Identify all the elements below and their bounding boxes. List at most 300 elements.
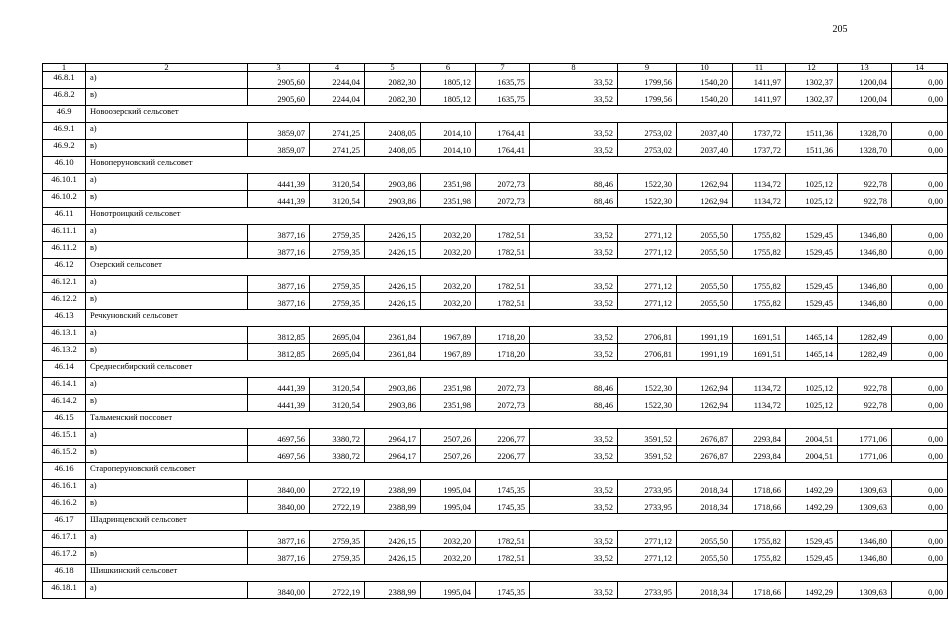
value-cell: 2361,84 bbox=[365, 344, 421, 361]
value-cell: 0,00 bbox=[892, 446, 948, 463]
row-code: 46.18.1 bbox=[43, 582, 86, 599]
value-cell: 0,00 bbox=[892, 429, 948, 446]
value-cell: 1134,72 bbox=[733, 191, 786, 208]
row-label: в) bbox=[86, 446, 248, 463]
value-cell: 3812,85 bbox=[248, 327, 310, 344]
value-cell: 2426,15 bbox=[365, 548, 421, 565]
section-code: 46.11 bbox=[43, 208, 86, 225]
section-code: 46.10 bbox=[43, 157, 86, 174]
value-cell: 1522,30 bbox=[618, 191, 677, 208]
value-cell: 33,52 bbox=[530, 480, 618, 497]
table-row bbox=[43, 276, 948, 293]
value-cell: 1134,72 bbox=[733, 378, 786, 395]
value-cell: 2771,12 bbox=[618, 225, 677, 242]
value-cell: 0,00 bbox=[892, 72, 948, 89]
value-cell: 2905,60 bbox=[248, 72, 310, 89]
value-cell: 1025,12 bbox=[786, 191, 838, 208]
value-cell: 1134,72 bbox=[733, 395, 786, 412]
value-cell: 1309,63 bbox=[838, 582, 892, 599]
value-cell: 1302,37 bbox=[786, 89, 838, 106]
value-cell: 1745,35 bbox=[476, 582, 530, 599]
value-cell: 2507,26 bbox=[421, 429, 476, 446]
table-row bbox=[43, 344, 948, 361]
table-row bbox=[43, 429, 948, 446]
value-cell: 2759,35 bbox=[310, 531, 365, 548]
value-cell: 1718,66 bbox=[733, 480, 786, 497]
value-cell: 3120,54 bbox=[310, 174, 365, 191]
value-cell: 2082,30 bbox=[365, 72, 421, 89]
value-cell: 1346,80 bbox=[838, 225, 892, 242]
value-cell: 0,00 bbox=[892, 123, 948, 140]
row-label: а) bbox=[86, 174, 248, 191]
row-code: 46.11.1 bbox=[43, 225, 86, 242]
value-cell: 2408,05 bbox=[365, 123, 421, 140]
value-cell: 1492,29 bbox=[786, 497, 838, 514]
value-cell: 2004,51 bbox=[786, 429, 838, 446]
value-cell: 88,46 bbox=[530, 174, 618, 191]
value-cell: 1805,12 bbox=[421, 89, 476, 106]
value-cell: 1134,72 bbox=[733, 174, 786, 191]
tariff-table bbox=[42, 63, 948, 599]
value-cell: 33,52 bbox=[530, 72, 618, 89]
value-cell: 1782,51 bbox=[476, 531, 530, 548]
value-cell: 2388,99 bbox=[365, 582, 421, 599]
value-cell: 2032,20 bbox=[421, 276, 476, 293]
value-cell: 1755,82 bbox=[733, 548, 786, 565]
section-row bbox=[43, 361, 948, 378]
section-code: 46.17 bbox=[43, 514, 86, 531]
value-cell: 3380,72 bbox=[310, 429, 365, 446]
row-code: 46.13.2 bbox=[43, 344, 86, 361]
value-cell: 0,00 bbox=[892, 548, 948, 565]
section-row bbox=[43, 310, 948, 327]
row-label: в) bbox=[86, 191, 248, 208]
value-cell: 1755,82 bbox=[733, 276, 786, 293]
value-cell: 1346,80 bbox=[838, 276, 892, 293]
value-cell: 0,00 bbox=[892, 225, 948, 242]
value-cell: 922,78 bbox=[838, 191, 892, 208]
value-cell: 4441,39 bbox=[248, 378, 310, 395]
value-cell: 3877,16 bbox=[248, 225, 310, 242]
value-cell: 33,52 bbox=[530, 242, 618, 259]
value-cell: 1262,94 bbox=[677, 378, 733, 395]
value-cell: 1991,19 bbox=[677, 344, 733, 361]
value-cell: 3859,07 bbox=[248, 140, 310, 157]
table-row bbox=[43, 446, 948, 463]
row-label: а) bbox=[86, 429, 248, 446]
value-cell: 1328,70 bbox=[838, 123, 892, 140]
value-cell: 1995,04 bbox=[421, 480, 476, 497]
value-cell: 2426,15 bbox=[365, 276, 421, 293]
value-cell: 3859,07 bbox=[248, 123, 310, 140]
table-row bbox=[43, 191, 948, 208]
value-cell: 2408,05 bbox=[365, 140, 421, 157]
column-header: 13 bbox=[838, 64, 892, 72]
value-cell: 2741,25 bbox=[310, 140, 365, 157]
value-cell: 2722,19 bbox=[310, 480, 365, 497]
value-cell: 2507,26 bbox=[421, 446, 476, 463]
value-cell: 1522,30 bbox=[618, 378, 677, 395]
value-cell: 1522,30 bbox=[618, 395, 677, 412]
table-row bbox=[43, 174, 948, 191]
section-row bbox=[43, 463, 948, 480]
page-number: 205 bbox=[832, 24, 848, 35]
column-header: 4 bbox=[310, 64, 365, 72]
row-code: 46.10.1 bbox=[43, 174, 86, 191]
value-cell: 2361,84 bbox=[365, 327, 421, 344]
value-cell: 3840,00 bbox=[248, 497, 310, 514]
value-cell: 2426,15 bbox=[365, 293, 421, 310]
value-cell: 2293,84 bbox=[733, 446, 786, 463]
table-body bbox=[43, 64, 948, 599]
value-cell: 1718,66 bbox=[733, 582, 786, 599]
value-cell: 2426,15 bbox=[365, 242, 421, 259]
row-code: 46.12.2 bbox=[43, 293, 86, 310]
value-cell: 2018,34 bbox=[677, 582, 733, 599]
section-title: Новоозерский сельсовет bbox=[86, 106, 948, 123]
column-header: 14 bbox=[892, 64, 948, 72]
table-row bbox=[43, 89, 948, 106]
value-cell: 2032,20 bbox=[421, 242, 476, 259]
row-label: в) bbox=[86, 497, 248, 514]
value-cell: 2351,98 bbox=[421, 191, 476, 208]
value-cell: 1782,51 bbox=[476, 548, 530, 565]
value-cell: 2244,04 bbox=[310, 72, 365, 89]
value-cell: 2695,04 bbox=[310, 344, 365, 361]
value-cell: 1529,45 bbox=[786, 242, 838, 259]
value-cell: 1511,36 bbox=[786, 123, 838, 140]
value-cell: 0,00 bbox=[892, 395, 948, 412]
value-cell: 2037,40 bbox=[677, 140, 733, 157]
section-title: Шишкинский сельсовет bbox=[86, 565, 948, 582]
value-cell: 1465,14 bbox=[786, 327, 838, 344]
row-code: 46.14.2 bbox=[43, 395, 86, 412]
value-cell: 1411,97 bbox=[733, 72, 786, 89]
value-cell: 2964,17 bbox=[365, 446, 421, 463]
value-cell: 2055,50 bbox=[677, 225, 733, 242]
value-cell: 1782,51 bbox=[476, 225, 530, 242]
value-cell: 2426,15 bbox=[365, 531, 421, 548]
value-cell: 1522,30 bbox=[618, 174, 677, 191]
value-cell: 1995,04 bbox=[421, 582, 476, 599]
value-cell: 33,52 bbox=[530, 293, 618, 310]
table-row bbox=[43, 548, 948, 565]
value-cell: 2244,04 bbox=[310, 89, 365, 106]
value-cell: 1691,51 bbox=[733, 344, 786, 361]
value-cell: 1540,20 bbox=[677, 72, 733, 89]
value-cell: 1025,12 bbox=[786, 174, 838, 191]
value-cell: 2072,73 bbox=[476, 378, 530, 395]
value-cell: 0,00 bbox=[892, 497, 948, 514]
row-label: в) bbox=[86, 344, 248, 361]
value-cell: 3877,16 bbox=[248, 548, 310, 565]
value-cell: 1755,82 bbox=[733, 293, 786, 310]
value-cell: 1805,12 bbox=[421, 72, 476, 89]
section-code: 46.13 bbox=[43, 310, 86, 327]
value-cell: 1771,06 bbox=[838, 446, 892, 463]
value-cell: 1025,12 bbox=[786, 395, 838, 412]
value-cell: 0,00 bbox=[892, 344, 948, 361]
value-cell: 1782,51 bbox=[476, 293, 530, 310]
value-cell: 33,52 bbox=[530, 89, 618, 106]
value-cell: 1635,75 bbox=[476, 89, 530, 106]
value-cell: 2018,34 bbox=[677, 497, 733, 514]
value-cell: 3120,54 bbox=[310, 191, 365, 208]
value-cell: 2082,30 bbox=[365, 89, 421, 106]
value-cell: 1465,14 bbox=[786, 344, 838, 361]
value-cell: 1991,19 bbox=[677, 327, 733, 344]
value-cell: 4441,39 bbox=[248, 174, 310, 191]
value-cell: 2004,51 bbox=[786, 446, 838, 463]
table-row bbox=[43, 531, 948, 548]
value-cell: 1262,94 bbox=[677, 174, 733, 191]
value-cell: 2771,12 bbox=[618, 531, 677, 548]
value-cell: 2753,02 bbox=[618, 140, 677, 157]
section-row bbox=[43, 565, 948, 582]
value-cell: 33,52 bbox=[530, 123, 618, 140]
value-cell: 2759,35 bbox=[310, 225, 365, 242]
section-code: 46.16 bbox=[43, 463, 86, 480]
section-code: 46.15 bbox=[43, 412, 86, 429]
row-label: в) bbox=[86, 89, 248, 106]
table-row bbox=[43, 123, 948, 140]
table-row bbox=[43, 327, 948, 344]
value-cell: 1282,49 bbox=[838, 344, 892, 361]
row-label: в) bbox=[86, 548, 248, 565]
value-cell: 0,00 bbox=[892, 242, 948, 259]
value-cell: 3877,16 bbox=[248, 276, 310, 293]
value-cell: 3877,16 bbox=[248, 531, 310, 548]
section-title: Новотроицкий сельсовет bbox=[86, 208, 948, 225]
value-cell: 1771,06 bbox=[838, 429, 892, 446]
column-header: 7 bbox=[476, 64, 530, 72]
value-cell: 0,00 bbox=[892, 140, 948, 157]
value-cell: 2903,86 bbox=[365, 191, 421, 208]
section-row bbox=[43, 157, 948, 174]
value-cell: 2771,12 bbox=[618, 242, 677, 259]
value-cell: 2351,98 bbox=[421, 378, 476, 395]
value-cell: 3120,54 bbox=[310, 395, 365, 412]
row-label: в) bbox=[86, 242, 248, 259]
column-header: 5 bbox=[365, 64, 421, 72]
value-cell: 1799,56 bbox=[618, 72, 677, 89]
section-row bbox=[43, 514, 948, 531]
value-cell: 1492,29 bbox=[786, 582, 838, 599]
value-cell: 2676,87 bbox=[677, 446, 733, 463]
value-cell: 33,52 bbox=[530, 497, 618, 514]
value-cell: 1737,72 bbox=[733, 123, 786, 140]
row-code: 46.9.2 bbox=[43, 140, 86, 157]
value-cell: 0,00 bbox=[892, 276, 948, 293]
row-code: 46.16.1 bbox=[43, 480, 86, 497]
value-cell: 33,52 bbox=[530, 276, 618, 293]
value-cell: 1282,49 bbox=[838, 327, 892, 344]
value-cell: 0,00 bbox=[892, 480, 948, 497]
value-cell: 2733,95 bbox=[618, 480, 677, 497]
value-cell: 922,78 bbox=[838, 174, 892, 191]
row-label: а) bbox=[86, 378, 248, 395]
value-cell: 2014,10 bbox=[421, 140, 476, 157]
value-cell: 33,52 bbox=[530, 225, 618, 242]
value-cell: 88,46 bbox=[530, 378, 618, 395]
value-cell: 1200,04 bbox=[838, 89, 892, 106]
value-cell: 922,78 bbox=[838, 378, 892, 395]
value-cell: 0,00 bbox=[892, 293, 948, 310]
value-cell: 3840,00 bbox=[248, 582, 310, 599]
section-code: 46.18 bbox=[43, 565, 86, 582]
value-cell: 2388,99 bbox=[365, 497, 421, 514]
row-code: 46.12.1 bbox=[43, 276, 86, 293]
value-cell: 1755,82 bbox=[733, 531, 786, 548]
value-cell: 1309,63 bbox=[838, 497, 892, 514]
table-row bbox=[43, 140, 948, 157]
value-cell: 1346,80 bbox=[838, 531, 892, 548]
section-title: Новоперуновский сельсовет bbox=[86, 157, 948, 174]
value-cell: 2351,98 bbox=[421, 174, 476, 191]
value-cell: 33,52 bbox=[530, 531, 618, 548]
value-cell: 1755,82 bbox=[733, 225, 786, 242]
value-cell: 2733,95 bbox=[618, 497, 677, 514]
column-header: 9 bbox=[618, 64, 677, 72]
row-code: 46.16.2 bbox=[43, 497, 86, 514]
value-cell: 2206,77 bbox=[476, 446, 530, 463]
value-cell: 1764,41 bbox=[476, 140, 530, 157]
section-row bbox=[43, 106, 948, 123]
row-code: 46.13.1 bbox=[43, 327, 86, 344]
row-label: а) bbox=[86, 531, 248, 548]
value-cell: 1967,89 bbox=[421, 344, 476, 361]
value-cell: 1764,41 bbox=[476, 123, 530, 140]
value-cell: 88,46 bbox=[530, 191, 618, 208]
value-cell: 33,52 bbox=[530, 140, 618, 157]
section-row bbox=[43, 412, 948, 429]
column-header: 6 bbox=[421, 64, 476, 72]
value-cell: 1346,80 bbox=[838, 293, 892, 310]
value-cell: 3840,00 bbox=[248, 480, 310, 497]
row-code: 46.15.1 bbox=[43, 429, 86, 446]
row-code: 46.8.2 bbox=[43, 89, 86, 106]
table-row bbox=[43, 225, 948, 242]
value-cell: 1200,04 bbox=[838, 72, 892, 89]
value-cell: 922,78 bbox=[838, 395, 892, 412]
value-cell: 2055,50 bbox=[677, 276, 733, 293]
row-label: а) bbox=[86, 582, 248, 599]
value-cell: 0,00 bbox=[892, 89, 948, 106]
value-cell: 2771,12 bbox=[618, 548, 677, 565]
value-cell: 1529,45 bbox=[786, 531, 838, 548]
value-cell: 2741,25 bbox=[310, 123, 365, 140]
section-title: Тальменский поссовет bbox=[86, 412, 948, 429]
value-cell: 2905,60 bbox=[248, 89, 310, 106]
value-cell: 1995,04 bbox=[421, 497, 476, 514]
row-code: 46.17.1 bbox=[43, 531, 86, 548]
section-title: Староперуновский сельсовет bbox=[86, 463, 948, 480]
value-cell: 1346,80 bbox=[838, 242, 892, 259]
value-cell: 1782,51 bbox=[476, 242, 530, 259]
value-cell: 2032,20 bbox=[421, 531, 476, 548]
value-cell: 0,00 bbox=[892, 378, 948, 395]
value-cell: 1346,80 bbox=[838, 548, 892, 565]
value-cell: 1529,45 bbox=[786, 225, 838, 242]
value-cell: 3591,52 bbox=[618, 429, 677, 446]
value-cell: 3591,52 bbox=[618, 446, 677, 463]
value-cell: 2771,12 bbox=[618, 276, 677, 293]
section-title: Среднесибирский сельсовет bbox=[86, 361, 948, 378]
row-label: а) bbox=[86, 72, 248, 89]
section-row bbox=[43, 259, 948, 276]
table-row bbox=[43, 497, 948, 514]
value-cell: 3812,85 bbox=[248, 344, 310, 361]
column-header: 12 bbox=[786, 64, 838, 72]
value-cell: 88,46 bbox=[530, 395, 618, 412]
value-cell: 0,00 bbox=[892, 327, 948, 344]
section-title: Речкуновский сельсовет bbox=[86, 310, 948, 327]
section-row bbox=[43, 208, 948, 225]
value-cell: 2032,20 bbox=[421, 225, 476, 242]
column-header: 11 bbox=[733, 64, 786, 72]
row-code: 46.14.1 bbox=[43, 378, 86, 395]
row-code: 46.15.2 bbox=[43, 446, 86, 463]
value-cell: 1262,94 bbox=[677, 191, 733, 208]
row-code: 46.17.2 bbox=[43, 548, 86, 565]
value-cell: 1635,75 bbox=[476, 72, 530, 89]
value-cell: 33,52 bbox=[530, 327, 618, 344]
table-row bbox=[43, 72, 948, 89]
value-cell: 1718,20 bbox=[476, 344, 530, 361]
value-cell: 2903,86 bbox=[365, 378, 421, 395]
table-header-row bbox=[43, 64, 948, 72]
value-cell: 4441,39 bbox=[248, 395, 310, 412]
value-cell: 2055,50 bbox=[677, 548, 733, 565]
value-cell: 2388,99 bbox=[365, 480, 421, 497]
value-cell: 2072,73 bbox=[476, 174, 530, 191]
value-cell: 1755,82 bbox=[733, 242, 786, 259]
table-row bbox=[43, 582, 948, 599]
row-code: 46.8.1 bbox=[43, 72, 86, 89]
value-cell: 1967,89 bbox=[421, 327, 476, 344]
value-cell: 1262,94 bbox=[677, 395, 733, 412]
value-cell: 1782,51 bbox=[476, 276, 530, 293]
value-cell: 1529,45 bbox=[786, 276, 838, 293]
row-code: 46.10.2 bbox=[43, 191, 86, 208]
value-cell: 0,00 bbox=[892, 531, 948, 548]
value-cell: 2964,17 bbox=[365, 429, 421, 446]
row-label: в) bbox=[86, 395, 248, 412]
value-cell: 3877,16 bbox=[248, 293, 310, 310]
value-cell: 33,52 bbox=[530, 446, 618, 463]
value-cell: 2759,35 bbox=[310, 242, 365, 259]
value-cell: 1411,97 bbox=[733, 89, 786, 106]
value-cell: 2018,34 bbox=[677, 480, 733, 497]
value-cell: 1025,12 bbox=[786, 378, 838, 395]
value-cell: 1529,45 bbox=[786, 293, 838, 310]
value-cell: 33,52 bbox=[530, 344, 618, 361]
value-cell: 0,00 bbox=[892, 582, 948, 599]
value-cell: 2706,81 bbox=[618, 327, 677, 344]
value-cell: 1718,66 bbox=[733, 497, 786, 514]
value-cell: 3120,54 bbox=[310, 378, 365, 395]
section-code: 46.14 bbox=[43, 361, 86, 378]
table-row bbox=[43, 395, 948, 412]
value-cell: 2055,50 bbox=[677, 242, 733, 259]
value-cell: 2722,19 bbox=[310, 582, 365, 599]
value-cell: 33,52 bbox=[530, 548, 618, 565]
column-header: 2 bbox=[86, 64, 248, 72]
row-label: а) bbox=[86, 276, 248, 293]
value-cell: 2733,95 bbox=[618, 582, 677, 599]
table-row bbox=[43, 293, 948, 310]
value-cell: 33,52 bbox=[530, 582, 618, 599]
